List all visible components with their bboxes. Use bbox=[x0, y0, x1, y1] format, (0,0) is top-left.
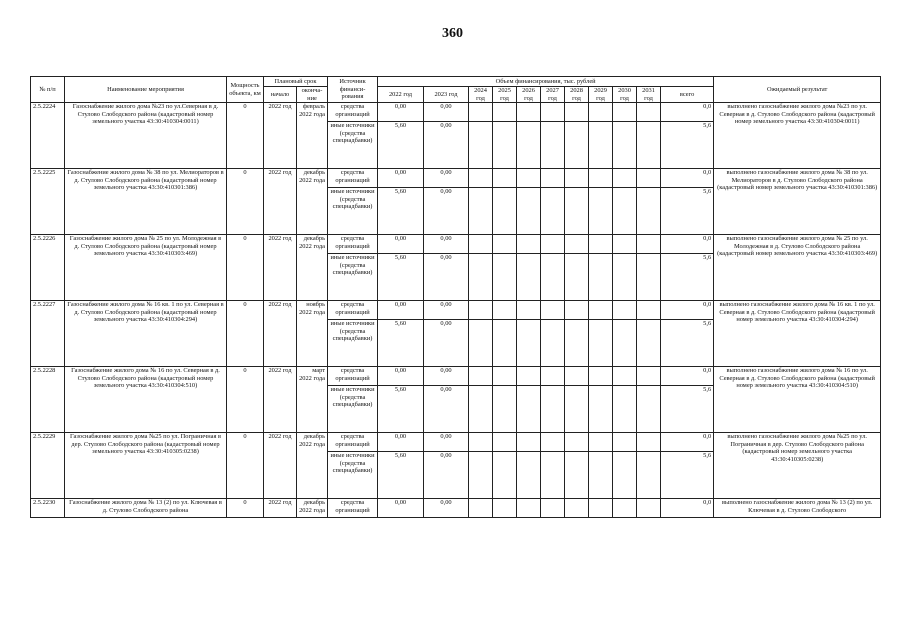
row-value-2023: 0,00 bbox=[424, 254, 469, 301]
row-source: средства организаций bbox=[328, 499, 378, 518]
header-year-2025: 2025 год bbox=[493, 87, 517, 103]
header-total: всего bbox=[661, 87, 714, 103]
row-value-empty bbox=[517, 122, 541, 169]
row-value-2023: 0,00 bbox=[424, 122, 469, 169]
row-value-2023: 0,00 bbox=[424, 433, 469, 452]
table-body bbox=[31, 103, 881, 518]
row-start: 2022 год bbox=[264, 433, 297, 499]
row-value-empty bbox=[517, 254, 541, 301]
row-end: ноябрь 2022 года bbox=[297, 301, 328, 367]
row-value-2022: 5,60 bbox=[378, 188, 424, 235]
row-value-empty bbox=[493, 386, 517, 433]
row-value-empty bbox=[469, 367, 493, 386]
row-value-empty bbox=[493, 433, 517, 452]
row-value-2022: 5,60 bbox=[378, 320, 424, 367]
row-total: 5,6 bbox=[661, 188, 714, 235]
row-total: 5,6 bbox=[661, 320, 714, 367]
row-capacity: 0 bbox=[227, 235, 264, 301]
row-value-empty bbox=[493, 367, 517, 386]
header-result: Ожидаемый результат bbox=[714, 77, 881, 103]
row-value-empty bbox=[637, 235, 661, 254]
row-value-empty bbox=[589, 122, 613, 169]
row-value-2022: 5,60 bbox=[378, 386, 424, 433]
row-capacity: 0 bbox=[227, 169, 264, 235]
row-value-empty bbox=[469, 301, 493, 320]
row-value-empty bbox=[613, 320, 637, 367]
row-value-empty bbox=[541, 386, 565, 433]
row-value-2022: 5,60 bbox=[378, 452, 424, 499]
row-value-2022: 0,00 bbox=[378, 301, 424, 320]
row-start: 2022 год bbox=[264, 499, 297, 518]
row-result: выполнено газоснабжение жилого дома № 16 кв. 1 по ул. Северная в д. Стулово Слободского района (кадастровый номер земельного участка 43:30:410304:294) bbox=[714, 301, 881, 367]
row-source: иные источники (средства спецнадбавки) bbox=[328, 254, 378, 301]
funding-table bbox=[30, 76, 881, 518]
row-value-empty bbox=[637, 103, 661, 122]
header-num: № п/п bbox=[31, 77, 65, 103]
row-source: средства организаций bbox=[328, 433, 378, 452]
header-source: Источник финанси-рования bbox=[328, 77, 378, 103]
row-value-empty bbox=[541, 320, 565, 367]
row-result: выполнено газоснабжение жилого дома № 16 по ул. Северная в д. Стулово Слободского района (кадастровый номер земельного участка 43:30:410304:510) bbox=[714, 367, 881, 433]
row-source: средства организаций bbox=[328, 367, 378, 386]
row-value-empty bbox=[565, 499, 589, 518]
row-name: Газоснабжение жилого дома № 38 по ул. Мелиораторов в д. Стулово Слободского района (кадастровый номер земельного участка 43:30:410301:386) bbox=[65, 169, 227, 235]
row-value-empty bbox=[517, 433, 541, 452]
header-year-2027: 2027 год bbox=[541, 87, 565, 103]
table-row bbox=[31, 433, 881, 452]
row-value-empty bbox=[493, 499, 517, 518]
row-total: 0,0 bbox=[661, 235, 714, 254]
row-num: 2.5.2228 bbox=[31, 367, 65, 433]
row-value-2022: 5,60 bbox=[378, 122, 424, 169]
row-value-empty bbox=[613, 367, 637, 386]
header-capacity: Мощность объекта, км bbox=[227, 77, 264, 103]
row-value-empty bbox=[637, 122, 661, 169]
row-value-empty bbox=[613, 103, 637, 122]
row-value-empty bbox=[565, 386, 589, 433]
row-value-empty bbox=[517, 235, 541, 254]
row-value-empty bbox=[517, 320, 541, 367]
row-value-empty bbox=[613, 169, 637, 188]
row-total: 0,0 bbox=[661, 433, 714, 452]
row-value-empty bbox=[517, 386, 541, 433]
row-value-empty bbox=[637, 320, 661, 367]
row-value-empty bbox=[613, 499, 637, 518]
row-value-2023: 0,00 bbox=[424, 301, 469, 320]
row-value-empty bbox=[565, 433, 589, 452]
row-value-empty bbox=[517, 452, 541, 499]
row-value-empty bbox=[493, 122, 517, 169]
row-total: 5,6 bbox=[661, 386, 714, 433]
row-value-empty bbox=[469, 320, 493, 367]
row-value-empty bbox=[565, 122, 589, 169]
header-year-2028: 2028 год bbox=[565, 87, 589, 103]
row-source: иные источники (средства спецнадбавки) bbox=[328, 452, 378, 499]
row-total: 0,0 bbox=[661, 499, 714, 518]
row-value-2023: 0,00 bbox=[424, 320, 469, 367]
row-value-empty bbox=[589, 254, 613, 301]
header-year-2026: 2026 год bbox=[517, 87, 541, 103]
row-source: средства организаций bbox=[328, 301, 378, 320]
row-end: март 2022 года bbox=[297, 367, 328, 433]
row-source: средства организаций bbox=[328, 169, 378, 188]
row-name: Газоснабжение жилого дома № 25 по ул. Молодежная в д. Стулово Слободского района (кадастровый номер земельного участка 43:30:410303:469) bbox=[65, 235, 227, 301]
row-value-2023: 0,00 bbox=[424, 499, 469, 518]
row-value-empty bbox=[565, 301, 589, 320]
row-value-empty bbox=[589, 433, 613, 452]
row-value-empty bbox=[589, 301, 613, 320]
row-value-empty bbox=[493, 169, 517, 188]
row-value-empty bbox=[541, 122, 565, 169]
row-num: 2.5.2226 bbox=[31, 235, 65, 301]
row-name: Газоснабжение жилого дома № 16 кв. 1 по ул. Северная в д. Стулово Слободского района (кадастровый номер земельного участка 43:30:410304:294) bbox=[65, 301, 227, 367]
row-value-empty bbox=[589, 103, 613, 122]
row-name: Газоснабжение жилого дома № 13 (2) по ул. Ключевая в д. Стулово Слободского района bbox=[65, 499, 227, 518]
row-total: 5,6 bbox=[661, 254, 714, 301]
row-value-empty bbox=[469, 499, 493, 518]
row-start: 2022 год bbox=[264, 103, 297, 169]
row-value-2023: 0,00 bbox=[424, 169, 469, 188]
row-value-empty bbox=[613, 188, 637, 235]
row-value-empty bbox=[565, 235, 589, 254]
row-value-empty bbox=[589, 169, 613, 188]
header-year-2031: 2031 год bbox=[637, 87, 661, 103]
row-value-empty bbox=[637, 169, 661, 188]
row-result: выполнено газоснабжение жилого дома № 38 по ул. Мелиораторов в д. Стулово Слободского района (кадастровый номер земельного участка 43:30:410301:386) bbox=[714, 169, 881, 235]
header-year-2024: 2024 год bbox=[469, 87, 493, 103]
row-value-empty bbox=[469, 254, 493, 301]
row-value-empty bbox=[541, 235, 565, 254]
row-value-empty bbox=[565, 367, 589, 386]
row-value-empty bbox=[613, 235, 637, 254]
row-value-empty bbox=[469, 169, 493, 188]
row-source: средства организаций bbox=[328, 103, 378, 122]
header-year-2030: 2030 год bbox=[613, 87, 637, 103]
row-total: 0,0 bbox=[661, 103, 714, 122]
row-name: Газоснабжение жилого дома № 16 по ул. Северная в д. Стулово Слободского района (кадастровый номер земельного участка 43:30:410304:510) bbox=[65, 367, 227, 433]
row-value-empty bbox=[589, 188, 613, 235]
row-value-2022: 5,60 bbox=[378, 254, 424, 301]
table-header bbox=[31, 77, 881, 103]
table-row bbox=[31, 367, 881, 386]
row-value-2022: 0,00 bbox=[378, 499, 424, 518]
row-num: 2.5.2229 bbox=[31, 433, 65, 499]
row-value-empty bbox=[517, 301, 541, 320]
row-end: декабрь 2022 года bbox=[297, 433, 328, 499]
row-value-empty bbox=[517, 169, 541, 188]
row-result: выполнено газоснабжение жилого дома № 13 (2) по ул. Ключевая в д. Стулово Слободского bbox=[714, 499, 881, 518]
row-value-empty bbox=[565, 452, 589, 499]
row-value-empty bbox=[565, 188, 589, 235]
row-total: 5,6 bbox=[661, 122, 714, 169]
row-value-2022: 0,00 bbox=[378, 169, 424, 188]
row-total: 0,0 bbox=[661, 301, 714, 320]
row-num: 2.5.2230 bbox=[31, 499, 65, 518]
row-value-empty bbox=[637, 433, 661, 452]
header-year-2023: 2023 год bbox=[424, 87, 469, 103]
row-value-empty bbox=[541, 433, 565, 452]
row-end: декабрь 2022 года bbox=[297, 235, 328, 301]
row-result: выполнено газоснабжение жилого дома № 25 по ул. Молодежная в д. Стулово Слободского района (кадастровый номер земельного участка 43:30:410303:469) bbox=[714, 235, 881, 301]
row-value-2022: 0,00 bbox=[378, 367, 424, 386]
row-value-empty bbox=[493, 320, 517, 367]
row-value-empty bbox=[613, 452, 637, 499]
row-value-empty bbox=[541, 188, 565, 235]
row-start: 2022 год bbox=[264, 367, 297, 433]
row-total: 0,0 bbox=[661, 367, 714, 386]
row-value-empty bbox=[517, 367, 541, 386]
row-source: иные источники (средства спецнадбавки) bbox=[328, 386, 378, 433]
row-value-empty bbox=[517, 103, 541, 122]
row-value-empty bbox=[589, 452, 613, 499]
page-number: 360 bbox=[442, 26, 463, 41]
row-value-empty bbox=[589, 386, 613, 433]
row-value-2023: 0,00 bbox=[424, 367, 469, 386]
row-value-empty bbox=[589, 320, 613, 367]
row-num: 2.5.2227 bbox=[31, 301, 65, 367]
row-capacity: 0 bbox=[227, 499, 264, 518]
row-value-empty bbox=[493, 452, 517, 499]
row-value-empty bbox=[637, 499, 661, 518]
row-start: 2022 год bbox=[264, 301, 297, 367]
row-value-empty bbox=[637, 452, 661, 499]
table-row bbox=[31, 499, 881, 518]
header-start: начало bbox=[264, 87, 297, 103]
table-row bbox=[31, 301, 881, 320]
row-name: Газоснабжение жилого дома №23 по ул.Северная в д. Стулово Слободского района (кадастровый номер земельного участка 43:30:410304:0011) bbox=[65, 103, 227, 169]
row-value-empty bbox=[613, 386, 637, 433]
row-total: 0,0 bbox=[661, 169, 714, 188]
row-capacity: 0 bbox=[227, 367, 264, 433]
row-value-empty bbox=[565, 320, 589, 367]
row-value-2022: 0,00 bbox=[378, 103, 424, 122]
row-value-empty bbox=[613, 122, 637, 169]
row-value-empty bbox=[469, 103, 493, 122]
row-value-empty bbox=[541, 367, 565, 386]
row-source: иные источники (средства спецнадбавки) bbox=[328, 188, 378, 235]
row-num: 2.5.2225 bbox=[31, 169, 65, 235]
row-start: 2022 год bbox=[264, 169, 297, 235]
row-name: Газоснабжение жилого дома №25 по ул. Пограничная в дер. Стулово Слободского района (кадастровый номер земельного участка 43:30:410305:0238) bbox=[65, 433, 227, 499]
table-row bbox=[31, 169, 881, 188]
row-value-2022: 0,00 bbox=[378, 235, 424, 254]
row-value-2023: 0,00 bbox=[424, 188, 469, 235]
header-funding: Объем финансирования, тыс. рублей bbox=[378, 77, 714, 87]
row-value-empty bbox=[469, 452, 493, 499]
table-row bbox=[31, 103, 881, 122]
row-value-empty bbox=[565, 254, 589, 301]
row-value-empty bbox=[541, 499, 565, 518]
row-value-empty bbox=[541, 103, 565, 122]
row-value-empty bbox=[469, 386, 493, 433]
header-name: Наименование мероприятия bbox=[65, 77, 227, 103]
row-value-empty bbox=[469, 188, 493, 235]
row-value-empty bbox=[589, 235, 613, 254]
row-result: выполнено газоснабжение жилого дома №25 по ул. Пограничная в дер. Стулово Слободского района (кадастровый номер земельного участка 43:30:410305:0238) bbox=[714, 433, 881, 499]
row-value-2023: 0,00 bbox=[424, 452, 469, 499]
row-value-2022: 0,00 bbox=[378, 433, 424, 452]
row-value-empty bbox=[637, 367, 661, 386]
header-year-2029: 2029 год bbox=[589, 87, 613, 103]
row-capacity: 0 bbox=[227, 103, 264, 169]
row-result: выполнено газоснабжение жилого дома №23 по ул. Северная в д. Стулово Слободского района (кадастровый номер земельного участка 43:30:410304:0011) bbox=[714, 103, 881, 169]
row-value-empty bbox=[565, 169, 589, 188]
row-source: иные источники (средства спецнадбавки) bbox=[328, 320, 378, 367]
row-value-empty bbox=[541, 452, 565, 499]
header-end: оконча-ние bbox=[297, 87, 328, 103]
row-value-empty bbox=[541, 254, 565, 301]
row-value-2023: 0,00 bbox=[424, 386, 469, 433]
row-value-empty bbox=[541, 169, 565, 188]
row-start: 2022 год bbox=[264, 235, 297, 301]
header-year-2022: 2022 год bbox=[378, 87, 424, 103]
row-value-empty bbox=[613, 254, 637, 301]
row-value-2023: 0,00 bbox=[424, 103, 469, 122]
header-plan-period: Плановый срок bbox=[264, 77, 328, 87]
row-value-empty bbox=[589, 367, 613, 386]
row-value-empty bbox=[637, 188, 661, 235]
row-end: декабрь 2022 года bbox=[297, 499, 328, 518]
row-value-empty bbox=[517, 188, 541, 235]
row-end: декабрь 2022 года bbox=[297, 169, 328, 235]
row-total: 5,6 bbox=[661, 452, 714, 499]
row-value-empty bbox=[589, 499, 613, 518]
row-value-empty bbox=[493, 103, 517, 122]
row-value-empty bbox=[517, 499, 541, 518]
row-value-empty bbox=[493, 254, 517, 301]
row-value-2023: 0,00 bbox=[424, 235, 469, 254]
row-value-empty bbox=[637, 254, 661, 301]
row-value-empty bbox=[493, 188, 517, 235]
row-num: 2.5.2224 bbox=[31, 103, 65, 169]
row-value-empty bbox=[469, 235, 493, 254]
row-value-empty bbox=[637, 301, 661, 320]
row-value-empty bbox=[613, 433, 637, 452]
row-source: иные источники (средства спецнадбавки) bbox=[328, 122, 378, 169]
row-capacity: 0 bbox=[227, 301, 264, 367]
table-row bbox=[31, 235, 881, 254]
row-value-empty bbox=[613, 301, 637, 320]
row-capacity: 0 bbox=[227, 433, 264, 499]
row-value-empty bbox=[565, 103, 589, 122]
row-value-empty bbox=[469, 122, 493, 169]
row-source: средства организаций bbox=[328, 235, 378, 254]
row-end: февраль 2022 года bbox=[297, 103, 328, 169]
row-value-empty bbox=[493, 301, 517, 320]
row-value-empty bbox=[493, 235, 517, 254]
row-value-empty bbox=[541, 301, 565, 320]
row-value-empty bbox=[469, 433, 493, 452]
row-value-empty bbox=[637, 386, 661, 433]
